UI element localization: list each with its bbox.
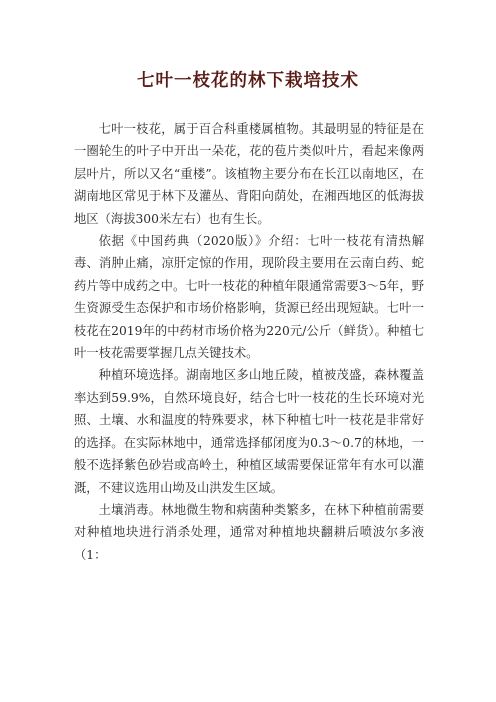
document-body xyxy=(74,118,424,566)
paragraph: 土壤消毒。林地微生物和病菌种类繁多，在林下种植前需要对种植地块进行消杀处理，通常对种植地块翻耕后喷波尔多液（1： xyxy=(74,502,424,562)
paragraph: 七叶一枝花，属于百合科重楼属植物。其最明显的特征是在一圈轮生的叶子中开出一朵花，花的苞片类似叶片，看起来像两层叶片，所以又名“重楼”。该植物主要分布在长江以南地区，在湖南地区常见于林下及灌丛、背阳向荫处，在湘西地区的低海拔地区（海拔300米左右）也有生长。 xyxy=(74,122,424,226)
document-title: 七叶一枝花的林下栽培技术 xyxy=(137,71,359,91)
paragraph: 依据《中国药典（2020版）》介绍：七叶一枝花有清热解毒、消肿止痛，凉肝定惊的作用，现阶段主要用在云南白药、蛇药片等中成药之中。七叶一枝花的种植年限通常需要3～5年，野生资源受生态保护和市场价格影响，货源已经出现短缺。七叶一枝花在2019年的中药材市场价格为220元/公斤（鲜货）。种植七叶一枝花需要掌握几点关键技术。 xyxy=(74,234,424,361)
paragraph: 种植环境选择。湖南地区多山地丘陵，植被茂盛，森林覆盖率达到59.9%，自然环境良好，结合七叶一枝花的生长环境对光照、土壤、水和温度的特殊要求，林下种植七叶一枝花是非常好的选择。在实际林地中，通常选择郁闭度为0.3～0.7的林地，一般不选择紫色砂岩或高岭土，种植区域需要保证常年有水可以灌溉，不建议选用山坳及山洪发生区域。 xyxy=(74,368,424,495)
